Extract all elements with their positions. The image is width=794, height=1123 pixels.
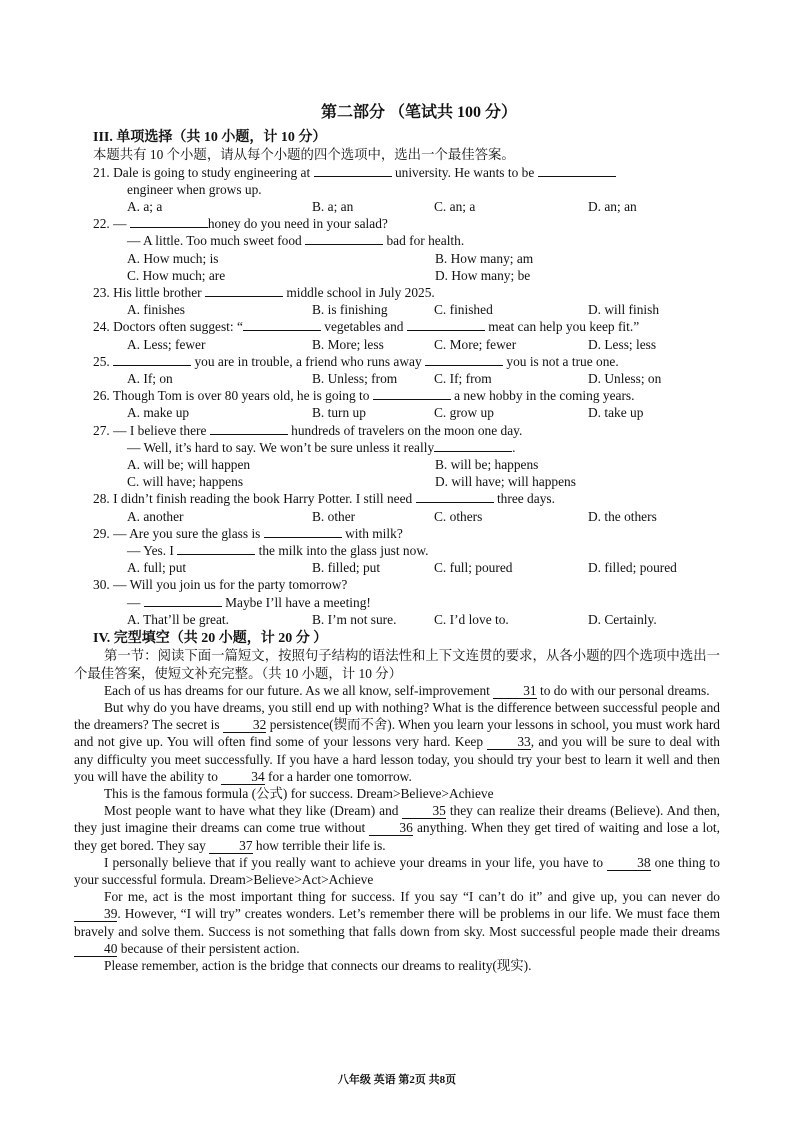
question-24: 24. Doctors often suggest: “ vegetables and meat can help you keep fit.” A. Less; fewer B. More; less C. More; fewer D. Less; less — [118, 318, 720, 352]
options: A. finishes B. is finishing C. finished D. will finish — [127, 302, 660, 318]
blank-37: 37 — [209, 839, 252, 854]
answer-blank — [434, 439, 512, 452]
blank-39: 39 — [74, 907, 117, 922]
answer-blank — [144, 594, 222, 607]
options: A. full; put B. filled; put C. full; poured D. filled; poured — [127, 560, 677, 576]
blank-38: 38 — [607, 856, 650, 871]
blank-35: 35 — [402, 804, 445, 819]
paragraph-5: I personally believe that if you really want to achieve your dreams in your life, you have to 38 one thing to your successful formula. Dream>Believe>Act>Achieve — [74, 854, 720, 887]
answer-blank — [407, 318, 485, 331]
options: A. will be; will happen B. will be; happens C. will have; happens D. will have; will happens — [127, 457, 576, 490]
blank-36: 36 — [369, 821, 412, 836]
answer-blank — [243, 318, 321, 331]
answer-blank — [314, 164, 392, 177]
question-28: 28. I didn’t finish reading the book Harry Potter. I still need three days. A. another B. other C. others D. the others — [118, 490, 720, 524]
section-3-heading: III. 单项选择（共 10 小题，计 10 分） — [93, 130, 327, 146]
question-23: 23. His little brother middle school in July 2025. A. finishes B. is finishing C. finished D. will finish — [118, 284, 720, 318]
answer-blank — [264, 525, 342, 538]
options: A. a; a B. a; an C. an; a D. an; an — [127, 199, 637, 215]
cloze-passage — [74, 682, 720, 974]
answer-blank — [113, 353, 191, 366]
options: A. That’ll be great. B. I’m not sure. C. I’d love to. D. Certainly. — [127, 611, 657, 627]
answer-blank — [205, 284, 283, 297]
paragraph-4: Most people want to have what they like (Dream) and 35 they can realize their dreams (Believe). And then, they just imagine their dreams can come true without 36 anything. When they get tired of waiting and lose a lot, they get bored. They say 37 how terrible their life is. — [74, 803, 720, 853]
section-3-instruction: 本题共有 10 个小题，请从每个小题的四个选项中，选出一个最佳答案。 — [93, 147, 515, 163]
blank-31: 31 — [493, 684, 536, 699]
page-title: 第二部分 （笔试共 100 分） — [320, 104, 517, 121]
question-number: 21. — [93, 164, 110, 180]
blank-33: 33 — [487, 735, 530, 750]
answer-blank — [425, 353, 503, 366]
question-29: 29. — Are you sure the glass is with milk? — Yes. I the milk into the glass just now. A. full; put B. filled; put C. full; poured D. filled; poured — [118, 525, 720, 577]
page-footer: 八年级 英语 第2页 共8页 — [337, 1074, 457, 1086]
question-26: 26. Though Tom is over 80 years old, he is going to a new hobby in the coming years. A. make up B. turn up C. grow up D. take up — [118, 387, 720, 421]
options: A. make up B. turn up C. grow up D. take up — [127, 405, 644, 421]
answer-blank — [538, 164, 616, 177]
options: A. If; on B. Unless; from C. If; from D. Unless; on — [127, 371, 662, 387]
answer-blank — [305, 232, 383, 245]
paragraph-2: But why do you have dreams, you still end up with nothing? What is the difference between successful people and the dreamers? The secret is 32 persistence(锲而不舍). When you learn your lessons in school, you must work hard and not give up. You will often find some of your lessons very hard. Keep 33, and you will be sure to deal with any difficulty you meet successfully. If you have a hard lesson today, you should try your best to learn it well and then you will have the ability to 34 for a harder one tomorrow. — [74, 699, 720, 784]
blank-40: 40 — [74, 942, 117, 957]
blank-32: 32 — [223, 718, 266, 733]
paragraph-6: For me, act is the most important thing for success. If you say “I can’t do it” and give up, you can never do 39. However, “I will try” creates wonders. Let’s remember there will be problems in our life. We must face them bravely and solve them. Success is not something that falls down from sky. Most successful people made their dreams 40 because of their persistent action. — [74, 889, 720, 956]
section-4-heading: IV. 完型填空（共 20 小题，计 20 分 ） — [93, 631, 328, 647]
options: A. another B. other C. others D. the others — [127, 508, 657, 524]
section-4-instruction: 第一节：阅读下面一篇短文，按照句子结构的语法性和上下文连贯的要求，从各小题的四个选项中选出一个最佳答案，使短文补充完整。（共 10 小题，计 10 分） — [74, 648, 720, 681]
question-22: 22. — honey do you need in your salad? — A little. Too much sweet food bad for health. A. How much; is B. How many; am C. How much; are D. How many; be — [118, 215, 720, 284]
answer-blank — [373, 387, 451, 400]
options: A. How much; is B. How many; am C. How much; are D. How many; be — [127, 250, 534, 283]
answer-blank — [177, 542, 255, 555]
paragraph-1: Each of us has dreams for our future. As we all know, self-improvement 31 to do with our personal dreams. — [104, 682, 710, 698]
question-21: 21. Dale is going to study engineering at university. He wants to be engineer when grows up. A. a; a B. a; an C. an; a D. an; an — [118, 164, 720, 216]
paragraph-3: This is the famous formula (公式) for success. Dream>Believe>Achieve — [104, 785, 494, 801]
paragraph-7: Please remember, action is the bridge that connects our dreams to reality(现实). — [104, 957, 532, 973]
answer-blank — [130, 215, 208, 228]
answer-blank — [210, 422, 288, 435]
question-30: 30. — Will you join us for the party tomorrow? — Maybe I’ll have a meeting! A. That’ll be great. B. I’m not sure. C. I’d love to. D. Certainly. — [118, 576, 720, 628]
options: A. Less; fewer B. More; less C. More; fewer D. Less; less — [127, 336, 657, 352]
answer-blank — [416, 490, 494, 503]
question-27: 27. — I believe there hundreds of travelers on the moon one day. — Well, it’s hard to say. We won’t be sure unless it really . A. will be; will happen B. will be; happens C. will have; happens D. will have; will happens — [118, 422, 720, 491]
question-25: 25. you are in trouble, a friend who runs away you is not a true one. A. If; on B. Unless; from C. If; from D. Unless; on — [118, 353, 720, 387]
blank-34: 34 — [221, 770, 264, 785]
